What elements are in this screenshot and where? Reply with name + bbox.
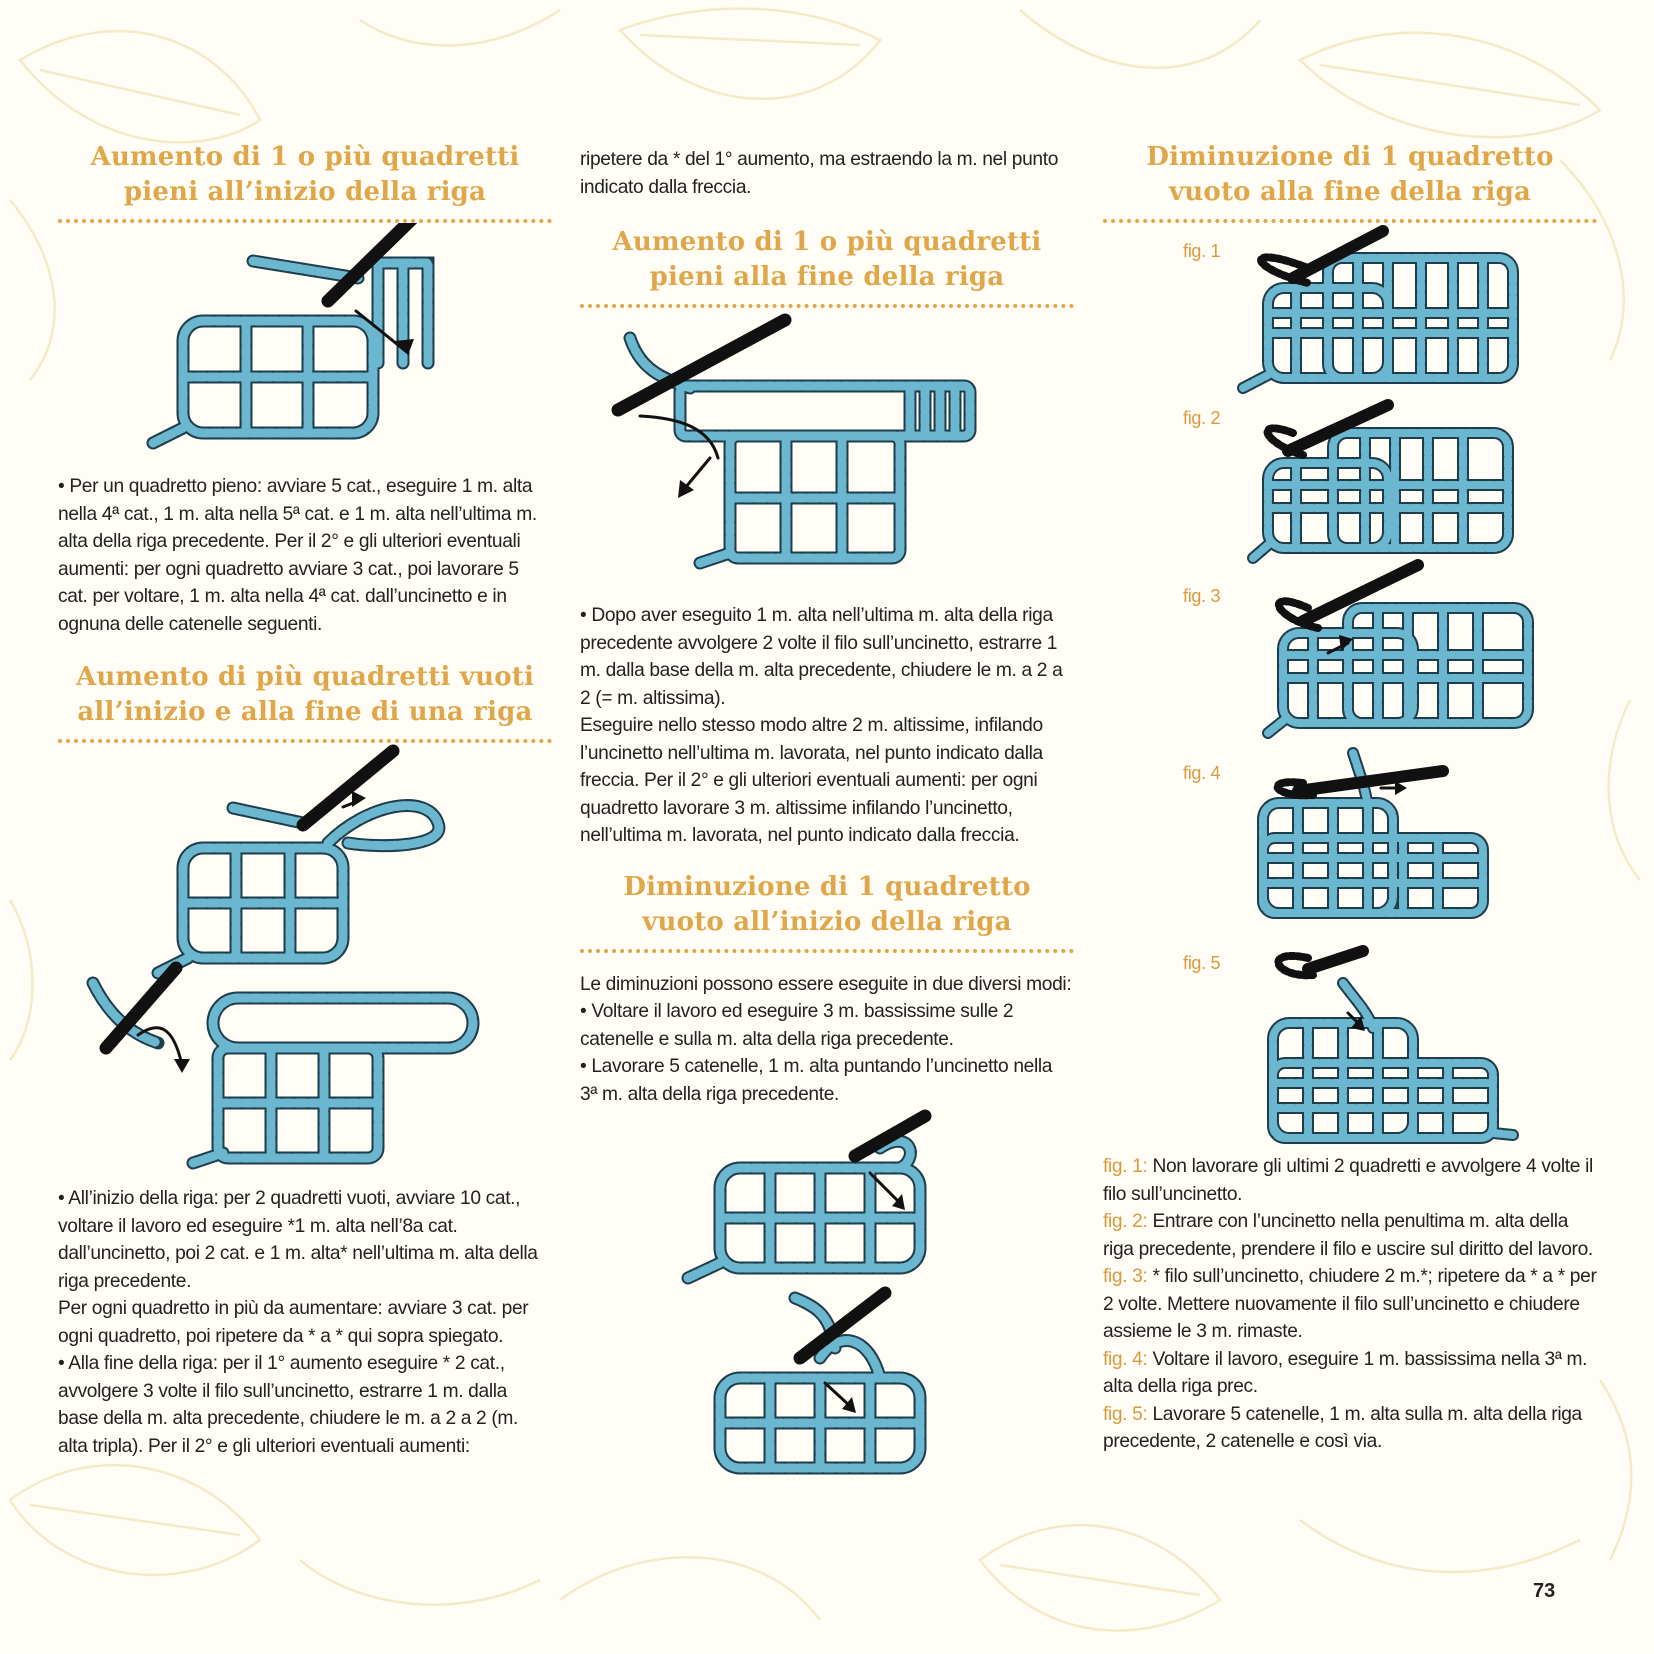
column-right (1103, 140, 1597, 1456)
illustration-fig-1 (1103, 223, 1597, 1153)
caption-fig-3 (1103, 1263, 1597, 1346)
caption-text: Entrare con l’uncinetto nella penultima m. alta della riga precedente, prendere il filo e uscire sul diritto del lavoro. (1103, 1211, 1593, 1260)
column-middle (580, 140, 1074, 1478)
caption-colon: : (1142, 1348, 1153, 1370)
fig-label-2: fig. 2 (1183, 408, 1221, 428)
caption-text: Lavorare 5 catenelle, 1 m. alta sulla m. alta della riga precedente, 2 catenelle e così via. (1103, 1403, 1582, 1452)
figures-diminuzione (1103, 223, 1597, 1153)
caption-label: fig. 5 (1103, 1403, 1143, 1425)
text-diminuzioni-modi: Le diminuzioni possono essere eseguite in due diversi modi: (580, 973, 1072, 995)
caption-colon: : (1142, 1403, 1153, 1425)
caption-text: Voltare il lavoro, eseguire 1 m. bassissima nella 3ª m. alta della riga prec. (1103, 1348, 1588, 1397)
caption-label: fig. 3 (1103, 1266, 1143, 1287)
text-voltare-lavoro: • Voltare il lavoro ed eseguire 3 m. bassissime sulle 2 catenelle e sulla m. alta della riga precedente. (580, 1001, 1014, 1050)
fig-label-4: fig. 4 (1183, 763, 1221, 783)
illustration-aumento-vuoti (58, 743, 552, 1173)
column-left (58, 140, 552, 1460)
caption-text: * filo sull’uncinetto, chiudere 2 m.*; ripetere da * a * per 2 volte. Mettere nuovamente il filo sull’uncinetto e chiudere assieme le 3 m. rimaste. (1103, 1266, 1597, 1342)
caption-fig-2 (1103, 1208, 1597, 1263)
caption-label: fig. 1 (1103, 1156, 1143, 1177)
fig-label-1: fig. 1 (1183, 241, 1221, 261)
caption-fig-5 (1103, 1401, 1597, 1456)
caption-fig-1 (1103, 1153, 1597, 1208)
text-inizio-riga: • All’inizio della riga: per 2 quadretti vuoti, avviare 10 cat., voltare il lavoro ed eseguire *1 m. alta nell’8a cat. dall’uncinetto, poi 2 cat. e 1 m. alta* nell’ultima m. alta della riga precedente. (58, 1188, 538, 1292)
fig-label-5: fig. 5 (1183, 953, 1221, 973)
caption-colon: : (1142, 1211, 1153, 1232)
fig-label-3: fig. 3 (1183, 586, 1221, 606)
heading-diminuzione-inizio: Diminuzione di 1 quadretto vuoto all’inizio della riga (623, 871, 1031, 937)
caption-label: fig. 2 (1103, 1211, 1143, 1232)
text-continuazione: ripetere da * del 1° aumento, ma estraendo la m. nel punto indicato dalla freccia. (580, 149, 1059, 198)
heading-aumento-pieni-inizio: Aumento di 1 o più quadretti pieni all’inizio della riga (90, 142, 520, 207)
illustration-aumento-pieni-inizio (58, 223, 552, 463)
text-quadretto-in-piu: Per ogni quadretto in più da aumentare: avviare 3 cat. per ogni quadretto, poi ripetere da * a * qui sopra spiegato. (58, 1298, 529, 1347)
caption-colon: : (1142, 1266, 1153, 1287)
heading-aumento-vuoti: Aumento di più quadretti vuoti all’inizio e alla fine di una riga (75, 662, 535, 727)
caption-label: fig. 4 (1103, 1348, 1143, 1370)
heading-aumento-pieni-fine: Aumento di 1 o più quadretti pieni alla fine della riga (612, 227, 1042, 292)
caption-fig-4 (1103, 1346, 1597, 1401)
page-number: 73 (1533, 1580, 1556, 1602)
caption-text: Non lavorare gli ultimi 2 quadretti e avvolgere 4 volte il filo sull’uncinetto. (1103, 1156, 1593, 1205)
text-fine-riga: • Alla fine della riga: per il 1° aumento eseguire * 2 cat., avvolgere 3 volte il filo sull’uncinetto, estrarre 1 m. dalla base della m. alta precedente, chiudere le m. a 2 a 2 (m. alta tripla). Per il 2° e gli ulteriori eventuali aumenti: (58, 1353, 519, 1457)
illustration-aumento-pieni-fine (580, 308, 1074, 578)
caption-colon: : (1142, 1156, 1153, 1177)
text-dopo-aver-eseguito: • Dopo aver eseguito 1 m. alta nell’ultima m. alta della riga precedente avvolgere 2 volte il filo sull’uncinetto, estrarre 1 m. dalla base della m. alta precedente, chiudere le m. a 2 a 2 (= m. altissima). (580, 605, 1063, 709)
text-altre-altissime: Eseguire nello stesso modo altre 2 m. altissime, infilando l’uncinetto nell’ultima m. lavorata, nel punto indicato dalla freccia. Per il 2° e gli ulteriori eventuali aumenti: per ogni quadretto lavorare 3 m. altissime infilando l’uncinetto, nell’ultima m. lavorata, nel punto indicato dalla freccia. (580, 715, 1043, 846)
text-quadretto-pieno: • Per un quadretto pieno: avviare 5 cat., eseguire 1 m. alta nella 4ª cat., 1 m. alta nella 5ª cat. e 1 m. alta nell’ultima m. alta della riga precedente. Per il 2° e gli ulteriori eventuali aumenti: per ogni quadretto avviare 3 cat., poi lavorare 5 cat. per voltare, 1 m. alta nella 4ª cat. dall’uncinetto e in ognuna delle catenelle seguenti. (58, 476, 537, 635)
illustration-diminuzione-inizio (580, 1108, 1074, 1478)
dotted-divider (580, 949, 1074, 953)
text-lavorare-catenelle: • Lavorare 5 catenelle, 1 m. alta puntando l’uncinetto nella 3ª m. alta della riga precedente. (580, 1056, 1053, 1105)
heading-diminuzione-fine: Diminuzione di 1 quadretto vuoto alla fine della riga (1146, 142, 1554, 207)
